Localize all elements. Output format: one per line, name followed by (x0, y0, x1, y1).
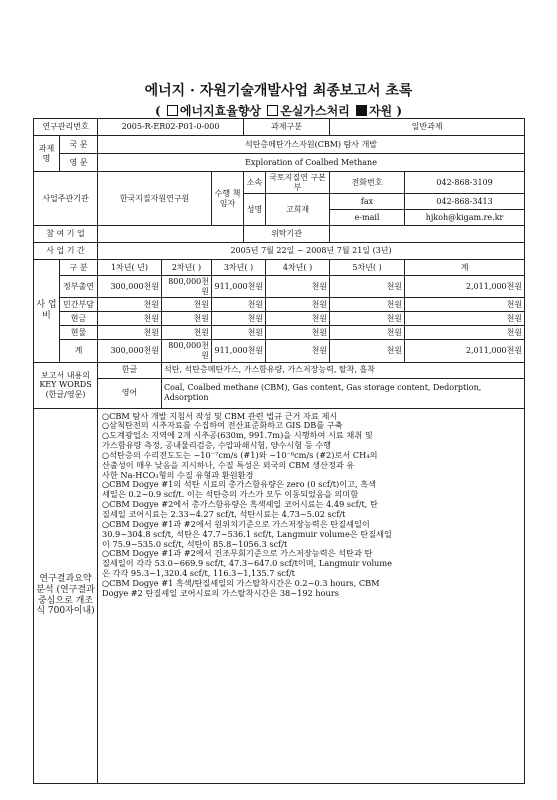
summary-line: ○CBM Dogye #1 흑색/탄질셰일의 가스탈착시간은 0.2~0.3 hours, CBM (102, 577, 380, 588)
budget-cell: 천원 (405, 298, 525, 312)
summary-line: ○CBM Dogye #1과 #2에서 건조무회기준으로 가스저장능력은 석탄과 탄 (102, 548, 373, 559)
consign-label: 위탁기관 (244, 226, 330, 243)
kor-title-label: 국 문 (60, 136, 98, 154)
budget-cell: 천원 (330, 276, 405, 298)
budget-cell: 2,011,000천원 (405, 340, 525, 362)
summary-line: Dogye #2 탄질셰일 코어시료의 가스탈착시간은 38~192 hours (102, 587, 339, 598)
budget-header: 구 분 (60, 260, 98, 276)
budget-cell: 천원 (162, 298, 212, 312)
budget-cell: 천원 (266, 276, 330, 298)
affil-label: 소속 (244, 172, 266, 194)
budget-header: 4차년( ) (266, 260, 330, 276)
budget-cell: 천원 (405, 312, 525, 326)
budget-cell: 천원 (98, 312, 162, 326)
keywords-eng: Coal, Coalbed methane (CBM), Gas content, Gas storage content, Dedorption, Adsorption (162, 378, 525, 408)
summary-line: 질셰일이 각각 53.0~669.9 scf/t, 47.3~647.0 scf/t이며, Langmuir volume (102, 558, 392, 569)
consign-value (330, 226, 525, 243)
budget-cell: 천원 (330, 340, 405, 362)
summary-line: 30.9~304.8 scf/t, 석탄은 47.7~536.1 scf/t, Langmuir volume은 탄질셰일 (102, 528, 392, 539)
summary-line: ○CBM Dogye #2에서 총가스함유량은 흑색셰일 코어시료는 4.49 scf/t, 탄 (102, 499, 378, 510)
budget-cell: 천원 (266, 312, 330, 326)
name-label: 성명 (244, 194, 266, 226)
phone-label: 전화번호 (330, 172, 405, 194)
budget-row-label: 정부출연 (60, 276, 98, 298)
org-label: 사업주관기관 (34, 172, 98, 226)
mgmt-no-label: 연구관리번호 (34, 119, 98, 136)
page-title: 에너지 · 자원기술개발사업 최종보고서 초록 (144, 83, 413, 99)
budget-header: 5차년( ) (330, 260, 405, 276)
eng-title-label: 영 문 (60, 154, 98, 172)
eng-title: Exploration of Coalbed Methane (98, 154, 525, 172)
budget-cell: 천원 (330, 298, 405, 312)
org-value: 한국지질자원연구원 (98, 172, 212, 226)
keywords-kor-label: 한글 (98, 362, 162, 378)
budget-cell: 천원 (212, 298, 266, 312)
mgmt-no: 2005-R-ER02-P01-0-000 (98, 119, 244, 136)
email-value: hjkoh@kigam.re.kr (405, 210, 525, 226)
keywords-eng-label: 영어 (98, 378, 162, 408)
option-greenhouse: 온실가스처리 (280, 104, 350, 118)
pi-label: 수행 책임자 (212, 172, 244, 226)
keywords-label: 보고서 내용의 KEY WORDS (한글/영문) (34, 362, 98, 408)
phone-value: 042-868-3109 (405, 172, 525, 194)
report-form-table (33, 118, 525, 784)
checked-box-icon (356, 105, 367, 116)
budget-cell: 300,000천원 (98, 276, 162, 298)
summary-line: ○삼척탄전의 시추자료를 수집하여 전산표준화하고 GIS DB를 구축 (102, 420, 343, 431)
email-label: e-mail (330, 210, 405, 226)
close-paren: ) (396, 104, 403, 118)
budget-cell: 800,000천원 (162, 340, 212, 362)
budget-row-label: 민간부담 (60, 298, 98, 312)
budget-cell: 800,000천원 (162, 276, 212, 298)
budget-header: 2차년( ) (162, 260, 212, 276)
budget-cell: 천원 (266, 326, 330, 340)
summary-line: ○CBM Dogye #1의 석탄 시료의 총가스함유량은 zero (0 scf/t)이고, 흑색 (102, 479, 377, 490)
summary-line: 은 각각 95.3~1,320.4 scf/t, 116.3~1,135.7 scf/t (102, 568, 295, 579)
budget-cell: 2,011,000천원 (405, 276, 525, 298)
budget-cell: 천원 (162, 326, 212, 340)
fax-value: 042-868-3413 (405, 194, 525, 210)
summary-line: ○CBM Dogye #1과 #2에서 원위치기준으로 가스저장능력은 탄질셰일이 (102, 518, 370, 529)
partner-value (98, 226, 244, 243)
summary-line: 질셰일 코어시료는 2.33~4.27 scf/t, 석탄시료는 4.73~5.02 scf/t (102, 509, 346, 519)
affil-value: 국토지질연 구본부 (266, 172, 330, 194)
budget-cell: 911,000천원 (212, 340, 266, 362)
budget-cell: 911,000천원 (212, 276, 266, 298)
period-value: 2005년 7월 22일 ~ 2008년 7월 21일 (3년) (98, 243, 525, 260)
keywords-kor: 석탄, 석탄층메탄가스, 가스함유량, 가스저장능력, 탈착, 흡착 (162, 362, 525, 378)
partner-label: 참 여 기 업 (34, 226, 98, 243)
period-label: 사 업 기 간 (34, 243, 98, 260)
fax-label: fax (330, 194, 405, 210)
checkbox-icon (267, 105, 278, 116)
summary-box (98, 408, 525, 783)
budget-cell: 천원 (266, 340, 330, 362)
budget-cell: 천원 (162, 312, 212, 326)
category-options (0, 102, 557, 119)
budget-cell: 천원 (212, 312, 266, 326)
budget-side-label: 사 업 비 (34, 260, 60, 362)
budget-cell: 300,000천원 (98, 340, 162, 362)
budget-cell: 천원 (330, 326, 405, 340)
summary-line: ○CBM 탐사 개발 지침서 작성 및 CBM 관련 법규 근거 자료 제시 (102, 410, 338, 421)
budget-cell: 천원 (98, 298, 162, 312)
budget-header: 계 (405, 260, 525, 276)
budget-cell: 천원 (212, 326, 266, 340)
budget-cell: 천원 (405, 326, 525, 340)
summary-line: 이 75.9~535.0 scf/t, 석탄이 85.8~1056.3 scf/t (102, 538, 288, 549)
title-group-label: 과제명 (34, 136, 60, 172)
summary-line: ○도계광업소 지역에 2개 시추공(630m, 991.7m)을 시행하여 시료 채취 및 (102, 430, 373, 441)
summary-line: 가스함유량 측정, 공내물리검층, 수압파쇄시험, 양수시험 등 수행 (102, 440, 332, 451)
summary-line: ○석탄층의 수리전도도는 ~10⁻⁷cm/s (#1)와 ~10⁻⁸cm/s (#2)로서 CH₄의 (102, 449, 378, 460)
summary-label: 연구결과요약 분석 (연구결과 중심으로 개조식 700자이내) (34, 408, 98, 783)
checkbox-icon (167, 105, 178, 116)
summary-line: 셰일은 0.2~0.9 scf/t. 이는 석탄층의 가스가 모두 이동되었음을 의미함 (102, 489, 359, 500)
budget-cell: 천원 (330, 312, 405, 326)
kor-title: 석탄층메탄가스자원(CBM) 탐사 개발 (98, 136, 525, 154)
budget-cell: 천원 (98, 326, 162, 340)
budget-cell: 천원 (266, 298, 330, 312)
open-paren: ( (154, 104, 161, 118)
budget-row-label: 현금 (60, 312, 98, 326)
option-energy-efficiency: 에너지효율향상 (179, 104, 262, 118)
name-value: 고희재 (266, 194, 330, 226)
category-label: 과제구분 (244, 119, 330, 136)
budget-header: 1차년( 년) (98, 260, 162, 276)
category-value: 일반과제 (330, 119, 525, 136)
budget-row-label: 계 (60, 340, 98, 362)
summary-line: 사한 Na-HCO₃형의 수질 유형과 환원환경 (102, 469, 254, 480)
option-resource: 자원 (368, 104, 393, 118)
budget-row-label: 현물 (60, 326, 98, 340)
budget-header: 3차년( ) (212, 260, 266, 276)
summary-line: 산출성이 매우 낮음을 지시하나, 수질 특성은 외국의 CBM 생산정과 유 (102, 459, 355, 470)
